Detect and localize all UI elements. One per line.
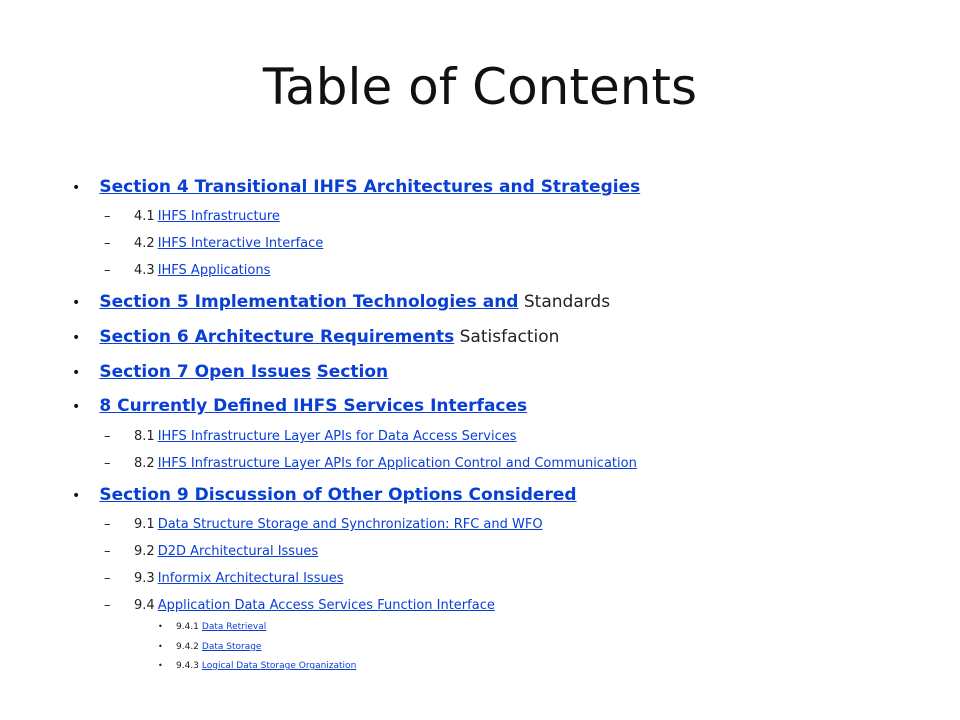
- toc-item-section-6: [72, 327, 559, 347]
- bullet-icon: •: [72, 330, 81, 346]
- toc-number: 8.1: [134, 429, 155, 444]
- bullet-icon: •: [72, 399, 81, 415]
- toc-number: 9.4.3: [176, 661, 199, 671]
- dash-icon: –: [104, 236, 111, 251]
- toc-item-section-8: [72, 396, 527, 416]
- toc-number: 9.4.2: [176, 642, 199, 652]
- bullet-icon: •: [158, 622, 163, 631]
- dash-icon: –: [104, 263, 111, 278]
- bullet-icon: •: [72, 365, 81, 381]
- toc-item-section-5: [72, 292, 610, 312]
- toc-number: 9.1: [134, 517, 155, 532]
- toc-link-section-5[interactable]: Section 5 Implementation Technologies and: [99, 292, 519, 312]
- bullet-icon: •: [158, 661, 163, 670]
- dash-icon: –: [104, 571, 111, 586]
- toc-number: 9.3: [134, 571, 155, 586]
- toc-text: Satisfaction: [459, 327, 560, 347]
- toc-item-4-3: [104, 263, 270, 278]
- toc-item-9-4: [104, 598, 495, 613]
- dash-icon: –: [104, 544, 111, 559]
- toc-item-8-2: [104, 456, 637, 471]
- bullet-icon: •: [72, 180, 81, 196]
- toc-item-9-2: [104, 544, 318, 559]
- bullet-icon: •: [72, 295, 81, 311]
- toc-item-9-4-1: [158, 622, 266, 632]
- toc-link-4-1[interactable]: IHFS Infrastructure: [157, 209, 280, 224]
- toc-number: 4.2: [134, 236, 155, 251]
- toc-number: 9.2: [134, 544, 155, 559]
- dash-icon: –: [104, 456, 111, 471]
- toc-link-section-6[interactable]: Section 6 Architecture Requirements: [99, 327, 455, 347]
- toc-item-9-1: [104, 517, 543, 532]
- toc-link-section-9[interactable]: Section 9 Discussion of Other Options Considered: [99, 485, 577, 505]
- toc-link-9-1[interactable]: Data Structure Storage and Synchronization: RFC and WFO: [157, 517, 543, 532]
- toc-link-8-2[interactable]: IHFS Infrastructure Layer APIs for Application Control and Communication: [157, 456, 637, 471]
- dash-icon: –: [104, 517, 111, 532]
- toc-number: 9.4.1: [176, 622, 199, 632]
- toc-link-9-3[interactable]: Informix Architectural Issues: [157, 571, 344, 586]
- dash-icon: –: [104, 598, 111, 613]
- toc-item-4-2: [104, 236, 323, 251]
- page-title: Table of Contents: [262, 58, 698, 116]
- dash-icon: –: [104, 429, 111, 444]
- toc-item-9-4-2: [158, 642, 261, 652]
- toc-number: 4.3: [134, 263, 155, 278]
- toc-link-8-1[interactable]: IHFS Infrastructure Layer APIs for Data Access Services: [157, 429, 517, 444]
- bullet-icon: •: [72, 488, 81, 504]
- toc-link-9-4-3[interactable]: Logical Data Storage Organization: [201, 661, 357, 671]
- toc-link-9-4-2[interactable]: Data Storage: [201, 642, 262, 652]
- toc-number: 8.2: [134, 456, 155, 471]
- toc-item-section-4: [72, 177, 640, 197]
- toc-link-9-4[interactable]: Application Data Access Services Function Interface: [157, 598, 495, 613]
- toc-link-4-2[interactable]: IHFS Interactive Interface: [157, 236, 324, 251]
- bullet-icon: •: [158, 642, 163, 651]
- toc-link-section-7[interactable]: Section 7 Open Issues: [99, 362, 312, 382]
- toc-item-4-1: [104, 209, 280, 224]
- dash-icon: –: [104, 209, 111, 224]
- toc-item-section-9: [72, 485, 577, 505]
- toc-item-9-3: [104, 571, 343, 586]
- toc-item-8-1: [104, 429, 517, 444]
- toc-link-9-2[interactable]: D2D Architectural Issues: [157, 544, 319, 559]
- toc-item-9-4-3: [158, 661, 356, 671]
- toc-number: 9.4: [134, 598, 155, 613]
- toc-link-4-3[interactable]: IHFS Applications: [157, 263, 271, 278]
- toc-link-section-8[interactable]: 8 Currently Defined IHFS Services Interfaces: [99, 396, 528, 416]
- toc-item-section-7: [72, 362, 388, 382]
- toc-number: 4.1: [134, 209, 155, 224]
- toc-link-section-4[interactable]: Section 4 Transitional IHFS Architectures and Strategies: [99, 177, 641, 197]
- toc-link-9-4-1[interactable]: Data Retrieval: [201, 622, 267, 632]
- toc-link-section[interactable]: Section: [316, 362, 389, 382]
- toc-text: Standards: [523, 292, 611, 312]
